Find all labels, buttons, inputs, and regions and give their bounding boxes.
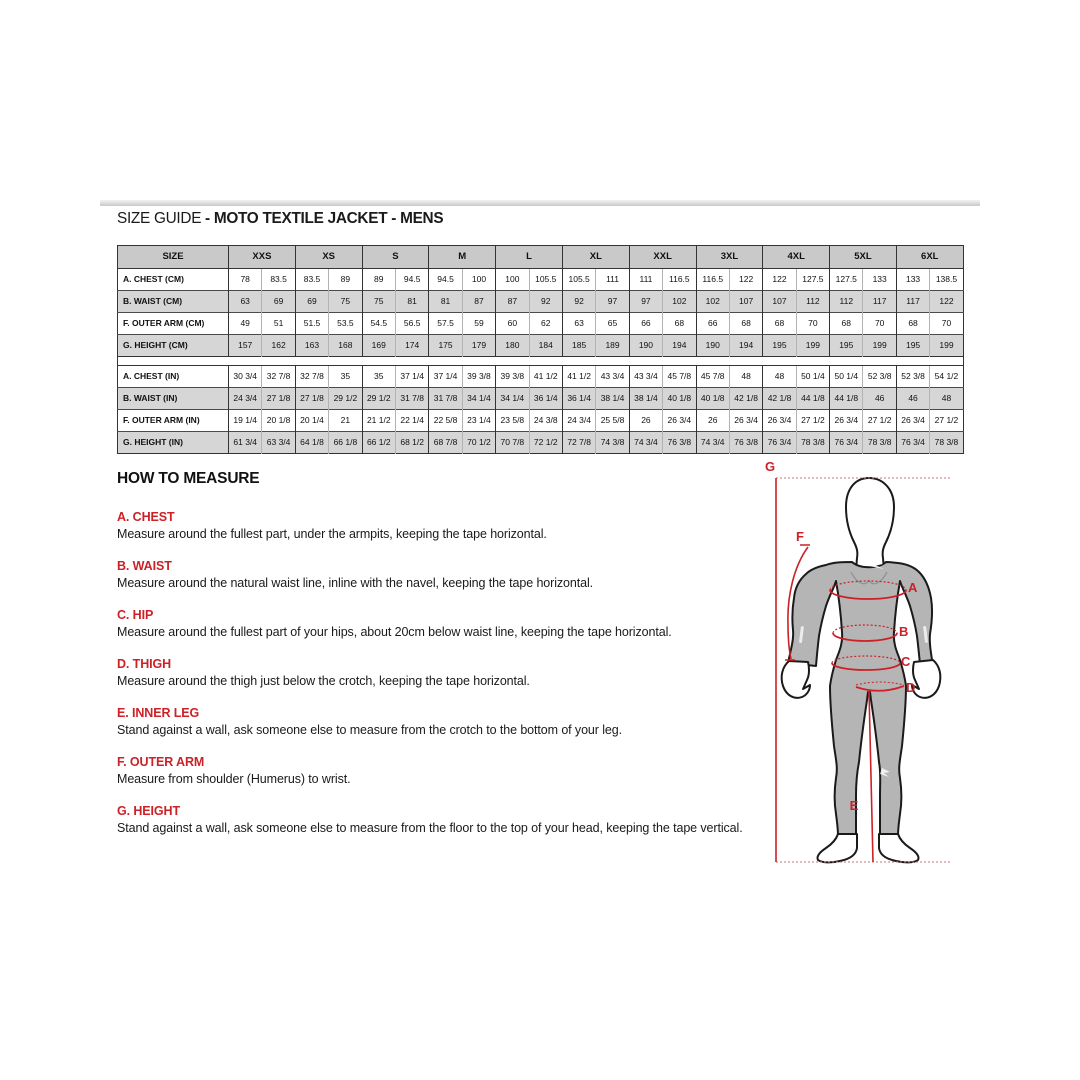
table-cell: 27 1/8 [295, 388, 328, 410]
how-to-measure-section [117, 470, 777, 852]
table-cell: 63 3/4 [262, 432, 295, 454]
table-cell: 68 [663, 313, 696, 335]
table-cell: 74 3/4 [696, 432, 729, 454]
column-header-s: S [362, 246, 429, 269]
table-cell: 26 3/4 [830, 410, 863, 432]
inner-leg-line [869, 691, 873, 862]
table-cell: 100 [462, 269, 495, 291]
table-cell: 26 3/4 [729, 410, 762, 432]
table-cell: 62 [529, 313, 562, 335]
table-row [118, 291, 964, 313]
divider-rule [100, 200, 980, 206]
column-header-xs: XS [295, 246, 362, 269]
measure-text-c-hip: Measure around the fullest part of your hips, about 20cm below waist line, keeping the tape horizontal. [117, 625, 672, 639]
table-cell: 122 [763, 269, 796, 291]
table-cell: 111 [629, 269, 662, 291]
page-title [117, 210, 443, 228]
table-cell: 43 3/4 [596, 366, 629, 388]
table-cell: 29 1/2 [362, 388, 395, 410]
table-cell: 190 [696, 335, 729, 357]
table-cell: 122 [729, 269, 762, 291]
table-cell: 39 3/8 [496, 366, 529, 388]
table-cell: 50 1/4 [796, 366, 829, 388]
table-cell: 68 [763, 313, 796, 335]
table-cell: 61 3/4 [229, 432, 262, 454]
table-cell: 54.5 [362, 313, 395, 335]
table-cell: 40 1/8 [696, 388, 729, 410]
table-cell: 44 1/8 [830, 388, 863, 410]
table-cell: 83.5 [262, 269, 295, 291]
column-header-xxl: XXL [629, 246, 696, 269]
table-cell: 70 1/2 [462, 432, 495, 454]
table-cell: 26 3/4 [896, 410, 929, 432]
figure-left-foot [817, 834, 857, 862]
table-cell: 184 [529, 335, 562, 357]
table-cell: 27 1/2 [930, 410, 963, 432]
table-row [118, 335, 964, 357]
table-cell: 24 3/4 [562, 410, 595, 432]
table-cell: 26 3/4 [763, 410, 796, 432]
table-cell: 50 1/4 [830, 366, 863, 388]
table-cell: 23 5/8 [496, 410, 529, 432]
figure-right-foot [879, 834, 919, 862]
table-cell: 64 1/8 [295, 432, 328, 454]
table-cell: 68 1/2 [395, 432, 428, 454]
table-cell: 78 3/8 [930, 432, 963, 454]
table-separator [118, 357, 964, 366]
table-cell: 41 1/2 [562, 366, 595, 388]
table-cell: 76 3/4 [763, 432, 796, 454]
row-label: F. OUTER ARM (CM) [118, 313, 229, 335]
table-cell: 70 7/8 [496, 432, 529, 454]
measure-text-a-chest: Measure around the fullest part, under the armpits, keeping the tape horizontal. [117, 527, 547, 541]
table-cell: 21 [329, 410, 362, 432]
table-cell: 51.5 [295, 313, 328, 335]
measure-title-e-inner-leg: E. INNER LEG [117, 706, 200, 720]
table-cell: 76 3/4 [896, 432, 929, 454]
measure-section-b-waist [117, 558, 777, 592]
table-cell: 138.5 [930, 269, 963, 291]
table-cell: 76 3/8 [729, 432, 762, 454]
table-cell: 45 7/8 [696, 366, 729, 388]
diagram-label-a: A [908, 580, 918, 595]
table-cell: 112 [796, 291, 829, 313]
table-cell: 185 [562, 335, 595, 357]
table-cell: 69 [262, 291, 295, 313]
measure-section-d-thigh [117, 656, 777, 690]
measure-text-d-thigh: Measure around the thigh just below the crotch, keeping the tape horizontal. [117, 674, 530, 688]
table-cell: 194 [729, 335, 762, 357]
table-cell: 25 5/8 [596, 410, 629, 432]
page-title-regular: SIZE GUIDE [117, 210, 202, 227]
table-cell: 27 1/8 [262, 388, 295, 410]
table-cell: 29 1/2 [329, 388, 362, 410]
table-cell: 36 1/4 [529, 388, 562, 410]
table-cell: 66 [629, 313, 662, 335]
table-cell: 26 3/4 [663, 410, 696, 432]
measure-text-b-waist: Measure around the natural waist line, inline with the navel, keeping the tape horizontal. [117, 576, 594, 590]
column-header-4xl: 4XL [763, 246, 830, 269]
table-row [118, 313, 964, 335]
table-cell: 92 [529, 291, 562, 313]
table-cell: 195 [830, 335, 863, 357]
table-cell: 21 1/2 [362, 410, 395, 432]
table-cell: 19 1/4 [229, 410, 262, 432]
table-cell: 116.5 [663, 269, 696, 291]
table-cell: 48 [930, 388, 963, 410]
table-cell: 41 1/2 [529, 366, 562, 388]
table-cell: 189 [596, 335, 629, 357]
table-cell: 30 3/4 [229, 366, 262, 388]
table-cell: 57.5 [429, 313, 462, 335]
measure-section-f-outer-arm [117, 754, 777, 788]
row-label: A. CHEST (IN) [118, 366, 229, 388]
table-cell: 100 [496, 269, 529, 291]
table-cell: 78 3/8 [863, 432, 896, 454]
measure-text-g-height: Stand against a wall, ask someone else to measure from the floor to the top of your head, keeping the tape vertical. [117, 821, 743, 835]
table-cell: 75 [329, 291, 362, 313]
table-cell: 199 [796, 335, 829, 357]
table-cell: 190 [629, 335, 662, 357]
row-label: G. HEIGHT (IN) [118, 432, 229, 454]
table-cell: 20 1/4 [295, 410, 328, 432]
table-cell: 51 [262, 313, 295, 335]
column-header-l: L [496, 246, 563, 269]
table-cell: 179 [462, 335, 495, 357]
table-row [118, 366, 964, 388]
table-cell: 24 3/4 [229, 388, 262, 410]
table-cell: 66 1/2 [362, 432, 395, 454]
table-cell: 22 5/8 [429, 410, 462, 432]
table-cell: 111 [596, 269, 629, 291]
table-cell: 20 1/8 [262, 410, 295, 432]
table-cell: 37 1/4 [429, 366, 462, 388]
table-cell: 63 [229, 291, 262, 313]
table-cell: 122 [930, 291, 963, 313]
table-cell: 68 [729, 313, 762, 335]
table-cell: 81 [429, 291, 462, 313]
table-separator-row [118, 357, 964, 366]
measure-title-c-hip: C. HIP [117, 608, 154, 622]
table-cell: 76 3/4 [830, 432, 863, 454]
figure-left-hand [782, 661, 810, 698]
table-cell: 157 [229, 335, 262, 357]
table-cell: 70 [930, 313, 963, 335]
table-cell: 68 [896, 313, 929, 335]
table-cell: 87 [462, 291, 495, 313]
table-cell: 199 [863, 335, 896, 357]
table-cell: 74 3/4 [629, 432, 662, 454]
table-cell: 133 [863, 269, 896, 291]
table-cell: 72 1/2 [529, 432, 562, 454]
measure-section-g-height [117, 803, 777, 837]
figure-right-hand [912, 660, 940, 698]
table-cell: 37 1/4 [395, 366, 428, 388]
table-cell: 194 [663, 335, 696, 357]
measure-title-d-thigh: D. THIGH [117, 657, 172, 671]
diagram-label-e: E [849, 798, 859, 813]
table-cell: 53.5 [329, 313, 362, 335]
table-cell: 81 [395, 291, 428, 313]
diagram-label-c: C [901, 654, 911, 669]
table-cell: 175 [429, 335, 462, 357]
table-cell: 78 [229, 269, 262, 291]
table-cell: 44 1/8 [796, 388, 829, 410]
table-cell: 89 [329, 269, 362, 291]
table-cell: 94.5 [429, 269, 462, 291]
row-label: B. WAIST (CM) [118, 291, 229, 313]
table-cell: 31 7/8 [429, 388, 462, 410]
table-cell: 26 [629, 410, 662, 432]
table-cell: 83.5 [295, 269, 328, 291]
table-cell: 32 7/8 [262, 366, 295, 388]
table-cell: 92 [562, 291, 595, 313]
column-header-3xl: 3XL [696, 246, 763, 269]
table-cell: 116.5 [696, 269, 729, 291]
table-cell: 87 [496, 291, 529, 313]
table-cell: 69 [295, 291, 328, 313]
table-cell: 97 [629, 291, 662, 313]
size-table-header-row [118, 246, 964, 269]
table-cell: 66 [696, 313, 729, 335]
table-cell: 46 [863, 388, 896, 410]
table-cell: 127.5 [830, 269, 863, 291]
page-title-bold: - MOTO TEXTILE JACKET - MENS [205, 210, 444, 227]
figure-body [788, 562, 932, 836]
table-cell: 102 [663, 291, 696, 313]
table-cell: 174 [395, 335, 428, 357]
column-header-5xl: 5XL [830, 246, 897, 269]
measure-title-g-height: G. HEIGHT [117, 804, 180, 818]
table-cell: 52 3/8 [863, 366, 896, 388]
table-row [118, 410, 964, 432]
table-cell: 27 1/2 [863, 410, 896, 432]
table-cell: 180 [496, 335, 529, 357]
table-cell: 49 [229, 313, 262, 335]
table-cell: 24 3/8 [529, 410, 562, 432]
column-header-6xl: 6XL [896, 246, 963, 269]
table-cell: 60 [496, 313, 529, 335]
table-cell: 40 1/8 [663, 388, 696, 410]
table-cell: 35 [362, 366, 395, 388]
table-cell: 112 [830, 291, 863, 313]
body-diagram-svg [756, 448, 982, 880]
figure-head [846, 478, 894, 570]
table-cell: 163 [295, 335, 328, 357]
table-cell: 102 [696, 291, 729, 313]
table-row [118, 269, 964, 291]
table-cell: 127.5 [796, 269, 829, 291]
table-cell: 72 7/8 [562, 432, 595, 454]
table-cell: 68 7/8 [429, 432, 462, 454]
table-cell: 133 [896, 269, 929, 291]
table-cell: 56.5 [395, 313, 428, 335]
table-cell: 107 [729, 291, 762, 313]
diagram-label-g: G [764, 459, 776, 474]
table-cell: 22 1/4 [395, 410, 428, 432]
table-cell: 66 1/8 [329, 432, 362, 454]
measure-title-a-chest: A. CHEST [117, 510, 175, 524]
table-row [118, 388, 964, 410]
table-cell: 70 [863, 313, 896, 335]
table-cell: 38 1/4 [629, 388, 662, 410]
measure-text-f-outer-arm: Measure from shoulder (Humerus) to wrist. [117, 772, 351, 786]
column-header-xl: XL [562, 246, 629, 269]
table-cell: 105.5 [529, 269, 562, 291]
table-cell: 34 1/4 [496, 388, 529, 410]
table-cell: 70 [796, 313, 829, 335]
table-cell: 27 1/2 [796, 410, 829, 432]
table-cell: 169 [362, 335, 395, 357]
table-cell: 36 1/4 [562, 388, 595, 410]
table-cell: 75 [362, 291, 395, 313]
table-cell: 107 [763, 291, 796, 313]
row-label: A. CHEST (CM) [118, 269, 229, 291]
diagram-label-b: B [899, 624, 909, 639]
measure-section-c-hip [117, 607, 777, 641]
measurement-diagram [756, 448, 982, 880]
measure-text-e-inner-leg: Stand against a wall, ask someone else to measure from the crotch to the bottom of your leg. [117, 723, 622, 737]
table-cell: 26 [696, 410, 729, 432]
table-cell: 39 3/8 [462, 366, 495, 388]
table-cell: 48 [763, 366, 796, 388]
diagram-label-f: F [796, 529, 804, 544]
table-cell: 63 [562, 313, 595, 335]
diagram-label-d: D [906, 680, 916, 695]
table-cell: 94.5 [395, 269, 428, 291]
table-cell: 89 [362, 269, 395, 291]
how-to-measure-heading: HOW TO MEASURE [117, 470, 260, 487]
table-cell: 38 1/4 [596, 388, 629, 410]
table-cell: 199 [930, 335, 963, 357]
table-cell: 45 7/8 [663, 366, 696, 388]
table-cell: 195 [896, 335, 929, 357]
measure-title-b-waist: B. WAIST [117, 559, 172, 573]
table-cell: 117 [896, 291, 929, 313]
table-cell: 52 3/8 [896, 366, 929, 388]
column-header-m: M [429, 246, 496, 269]
row-label: B. WAIST (IN) [118, 388, 229, 410]
table-cell: 48 [729, 366, 762, 388]
table-cell: 97 [596, 291, 629, 313]
table-cell: 168 [329, 335, 362, 357]
column-header-xxs: XXS [229, 246, 296, 269]
table-cell: 162 [262, 335, 295, 357]
table-cell: 43 3/4 [629, 366, 662, 388]
table-cell: 31 7/8 [395, 388, 428, 410]
row-label: G. HEIGHT (CM) [118, 335, 229, 357]
table-cell: 105.5 [562, 269, 595, 291]
measure-sections [117, 509, 777, 837]
table-cell: 34 1/4 [462, 388, 495, 410]
table-cell: 76 3/8 [663, 432, 696, 454]
measure-title-f-outer-arm: F. OUTER ARM [117, 755, 205, 769]
table-cell: 65 [596, 313, 629, 335]
table-cell: 78 3/8 [796, 432, 829, 454]
table-cell: 46 [896, 388, 929, 410]
row-label: F. OUTER ARM (IN) [118, 410, 229, 432]
table-cell: 32 7/8 [295, 366, 328, 388]
table-cell: 54 1/2 [930, 366, 963, 388]
table-cell: 23 1/4 [462, 410, 495, 432]
size-table [117, 245, 964, 454]
column-header-size: SIZE [118, 246, 229, 269]
table-cell: 117 [863, 291, 896, 313]
table-cell: 74 3/8 [596, 432, 629, 454]
table-cell: 195 [763, 335, 796, 357]
table-cell: 42 1/8 [763, 388, 796, 410]
table-cell: 35 [329, 366, 362, 388]
table-cell: 68 [830, 313, 863, 335]
table-cell: 42 1/8 [729, 388, 762, 410]
measure-section-e-inner-leg [117, 705, 777, 739]
table-cell: 59 [462, 313, 495, 335]
measure-section-a-chest [117, 509, 777, 543]
